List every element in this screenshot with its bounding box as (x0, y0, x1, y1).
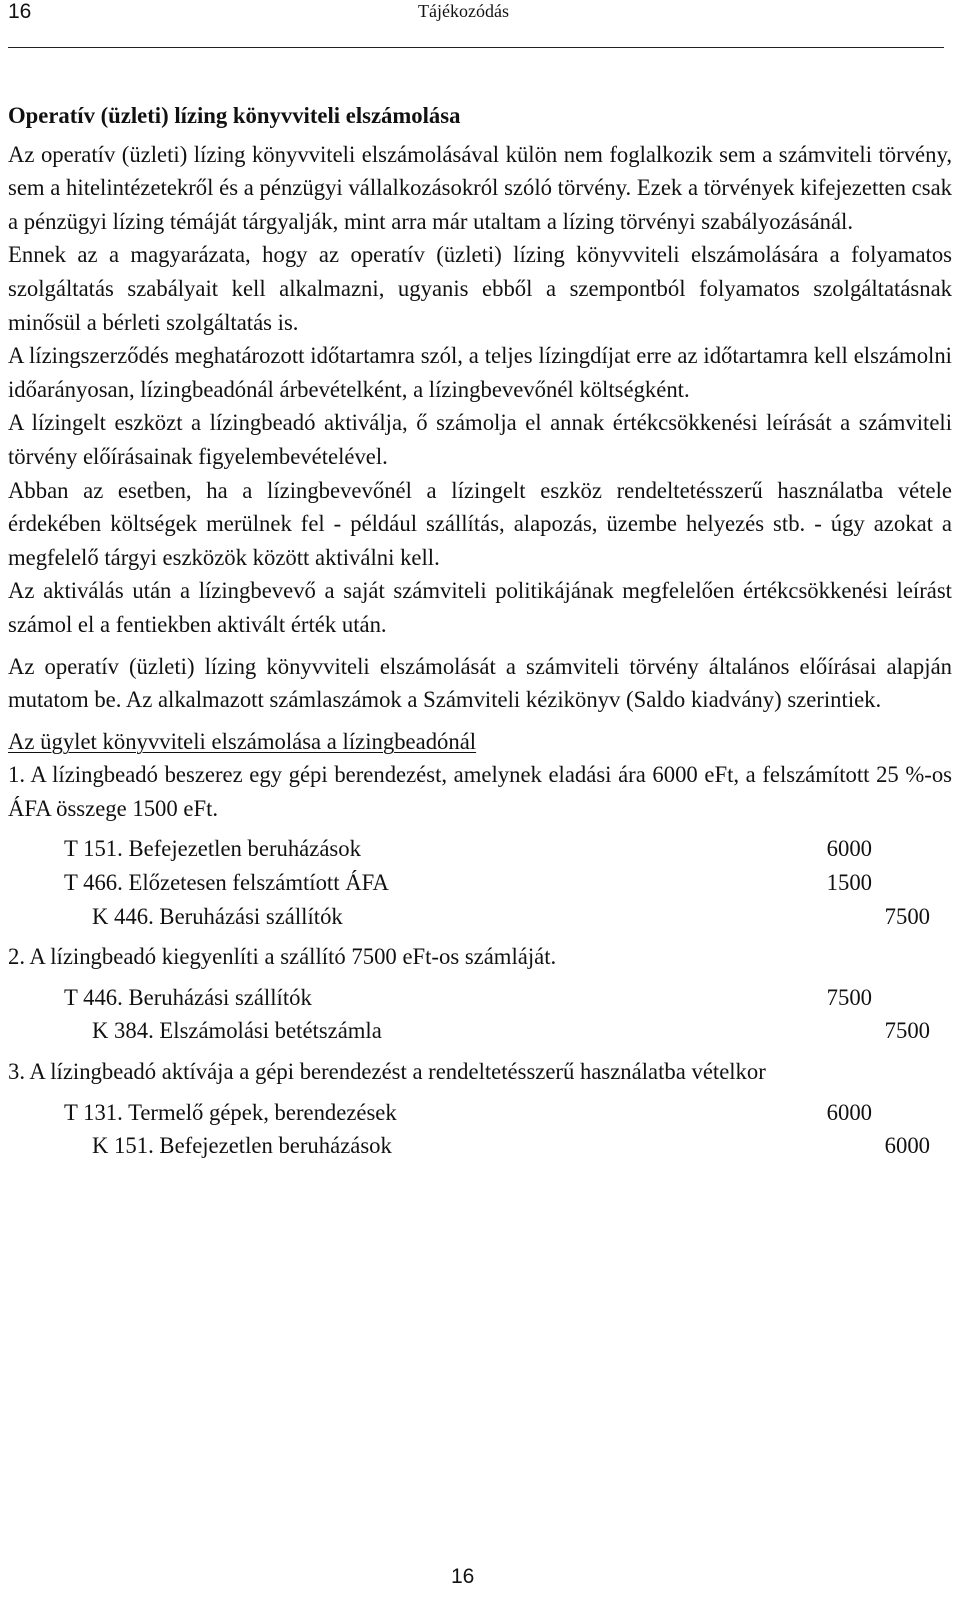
body-paragraph: Az operatív (üzleti) lízing könyvviteli elszámolásával külön nem foglalkozik sem a számviteli törvény, sem a hitelintézetekről és a pénzügyi vállalkozásokról szóló törvény. Ezek a törvények kifejezetten csak a pénzügyi lízing témáját tárgyalják, mint arra már utaltam a lízing törvényi szabályozásánál. (8, 141, 952, 234)
entry-label: T 446. Beruházási szállítók (64, 984, 312, 1010)
entry-amount: 7500 (826, 984, 872, 1010)
entry-label: T 466. Előzetesen felszámtíott ÁFA (64, 870, 389, 896)
body-paragraph: Ennek az a magyarázata, hogy az operatív (üzleti) lízing könyvviteli elszámolására a folyamatos szolgáltatás szabályait kell alkalmazni, ugyanis ebből a szempontból folyamatos szolgáltatásnak minősül a bérleti szolgáltatás is. (8, 242, 952, 335)
journal-entries (8, 1096, 952, 1163)
header-page-number: 16 (8, 0, 32, 23)
page-content (8, 99, 952, 1163)
body-paragraph: Az aktiválás után a lízingbevevő a saját számviteli politikájának megfelelően értékcsökkenési leírást számol el a fentiekben aktivált érték után. (8, 578, 952, 637)
entry-label: K 384. Elszámolási betétszámla (92, 1018, 382, 1044)
entry-amount: 6000 (826, 1099, 872, 1125)
body-paragraph: A lízingszerződés meghatározott időtartamra szól, a teljes lízingdíjat erre az időtartamra kell elszámolni időarányosan, lízingbeadónál árbevételként, a lízingbevevőnél költségként. (8, 343, 952, 402)
intro-paragraph: Az operatív (üzleti) lízing könyvviteli elszámolását a számviteli törvény általános előírásai alapján mutatom be. Az alkalmazott számlaszámok a Számviteli kézikönyv (Saldo kiadvány) szerintiek. (8, 653, 952, 713)
entry-amount: 7500 (884, 1018, 930, 1044)
journal-entry (8, 1014, 952, 1048)
entry-label: K 446. Beruházási szállítók (92, 903, 343, 929)
entry-amount: 6000 (884, 1133, 930, 1159)
body-paragraph: A lízingelt eszközt a lízingbeadó aktiválja, ő számolja el annak értékcsökkenési leírását a számviteli törvény előírásainak figyelembevételével. (8, 410, 952, 469)
header-rule (8, 47, 944, 48)
entry-amount: 7500 (884, 903, 930, 929)
journal-entry (8, 981, 952, 1015)
subheading-lessor: Az ügylet könyvviteli elszámolása a lízingbeadónál (8, 728, 477, 754)
step-text: 2. A lízingbeadó kiegyenlíti a szállító 7500 eFt-os számláját. (8, 944, 557, 970)
journal-entry (8, 1129, 952, 1163)
entry-label: T 131. Termelő gépek, berendezések (64, 1099, 397, 1125)
journal-entry (8, 900, 952, 934)
journal-entry (8, 1096, 952, 1130)
footer-page-number: 16 (451, 1565, 475, 1588)
body-paragraph: Abban az esetben, ha a lízingbevevőnél a lízingelt eszköz rendeltetésszerű használatba vétele érdekében költségek merülnek fel - például szállítás, alapozás, üzembe helyezés stb. - úgy azokat a megfelelő tárgyi eszközök között aktiválni kell. (8, 477, 952, 570)
journal-entry (8, 866, 952, 900)
entry-amount: 1500 (826, 870, 872, 896)
step-text: 3. A lízingbeadó aktívája a gépi berendezést a rendeltetésszerű használatba vételkor (8, 1059, 766, 1085)
journal-entries (8, 981, 952, 1048)
journal-entries (8, 832, 952, 933)
step-text: 1. A lízingbeadó beszerez egy gépi berendezést, amelynek eladási ára 6000 eFt, a felszámított 25 %-os ÁFA összege 1500 eFt. (8, 762, 952, 821)
section-title: Operatív (üzleti) lízing könyvviteli elszámolása (8, 103, 461, 128)
running-header-title: Tájékozódás (418, 1, 509, 21)
entry-amount: 6000 (826, 836, 872, 862)
entry-label: T 151. Befejezetlen beruházások (64, 836, 361, 862)
journal-entry (8, 832, 952, 866)
entry-label: K 151. Befejezetlen beruházások (92, 1133, 392, 1159)
